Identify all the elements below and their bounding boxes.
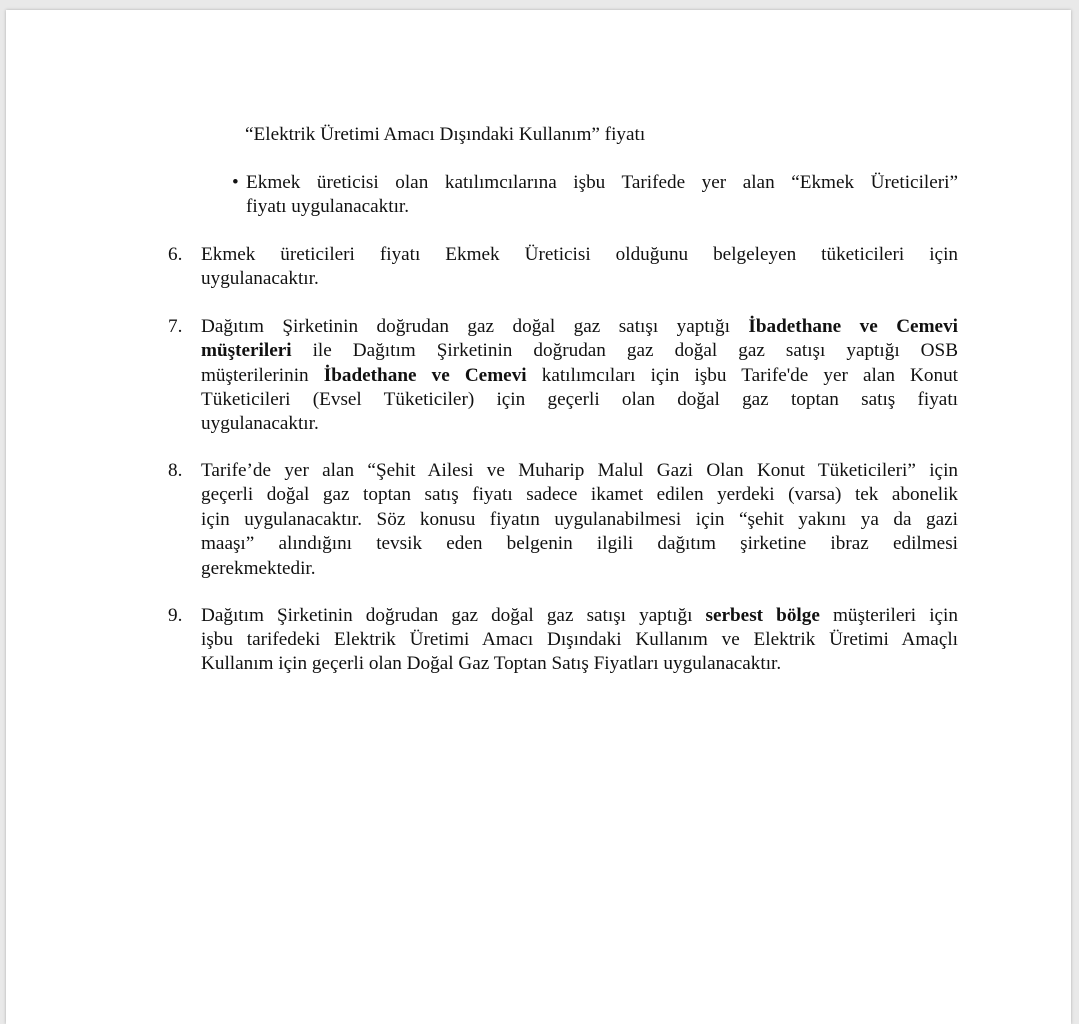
bullet-mark: • [232,172,239,193]
item-9-line-1-bold: serbest bölge [705,605,820,626]
item-8-line-1: Tarife’de yer alan “Şehit Ailesi ve Muharip Malul Gazi Olan Konut Tüketicileri” için [201,460,958,481]
item-7-line-2-bold: müşterileri [201,340,292,361]
document-page [6,10,1071,1024]
item-7-line-3-bold: İbadethane ve Cemevi [323,365,527,386]
item-7-line-1-text: Dağıtım Şirketinin doğrudan gaz doğal gaz satışı yaptığı [201,316,749,337]
item-9-line-2: işbu tarifedeki Elektrik Üretimi Amacı Dışındaki Kullanım ve Elektrik Üretimi Amaçlı [201,629,958,650]
item-7-line-1-bold: İbadethane ve Cemevi [748,316,958,337]
item-7-line-4: Tüketicileri (Evsel Tüketiciler) için geçerli olan doğal gaz toptan satış fiyatı [201,389,958,410]
item-7-line-2-text: ile Dağıtım Şirketinin doğrudan gaz doğal gaz satışı yaptığı OSB [291,340,958,361]
item-8-number: 8. [168,460,183,481]
item-8-line-2: geçerli doğal gaz toptan satış fiyatı sadece ikamet edilen yerdeki (varsa) tek abonelik [201,484,958,505]
item-9-line-1-pre: Dağıtım Şirketinin doğrudan gaz doğal gaz satışı yaptığı [201,605,706,626]
item-7-line-3-pre: müşterilerinin [201,365,324,386]
item-7-line-2 [201,339,958,364]
continuation-line: “Elektrik Üretimi Amacı Dışındaki Kullanım” fiyatı [245,124,646,145]
item-8-line-5: gerekmektedir. [201,558,316,579]
item-9-line-3: Kullanım için geçerli olan Doğal Gaz Toptan Satış Fiyatları uygulanacaktır. [201,653,782,674]
item-7-line-3 [201,364,958,389]
item-6-line-1: Ekmek üreticileri fiyatı Ekmek Üreticisi olduğunu belgeleyen tüketicileri için [201,244,958,265]
item-8-line-3: için uygulanacaktır. Söz konusu fiyatın uygulanabilmesi için “şehit yakını ya da gazi [201,509,958,530]
item-7-line-1 [201,315,958,340]
item-6-number: 6. [168,244,183,265]
item-8-line-4: maaşı” alındığını tevsik eden belgenin ilgili dağıtım şirketine ibraz edilmesi [201,533,958,554]
item-9-number: 9. [168,605,183,626]
item-7-line-3-post: katılımcıları için işbu Tarife'de yer alan Konut [526,365,959,386]
bullet-line-1: Ekmek üreticisi olan katılımcılarına işbu Tarifede yer alan “Ekmek Üreticileri” [246,172,958,193]
item-9-line-1-post: müşterileri için [819,605,958,626]
bullet-line-2: fiyatı uygulanacaktır. [246,196,410,217]
item-7-line-5: uygulanacaktır. [201,413,319,434]
item-7-number: 7. [168,316,183,337]
item-9-line-1 [201,604,958,629]
item-6-line-2: uygulanacaktır. [201,268,319,289]
